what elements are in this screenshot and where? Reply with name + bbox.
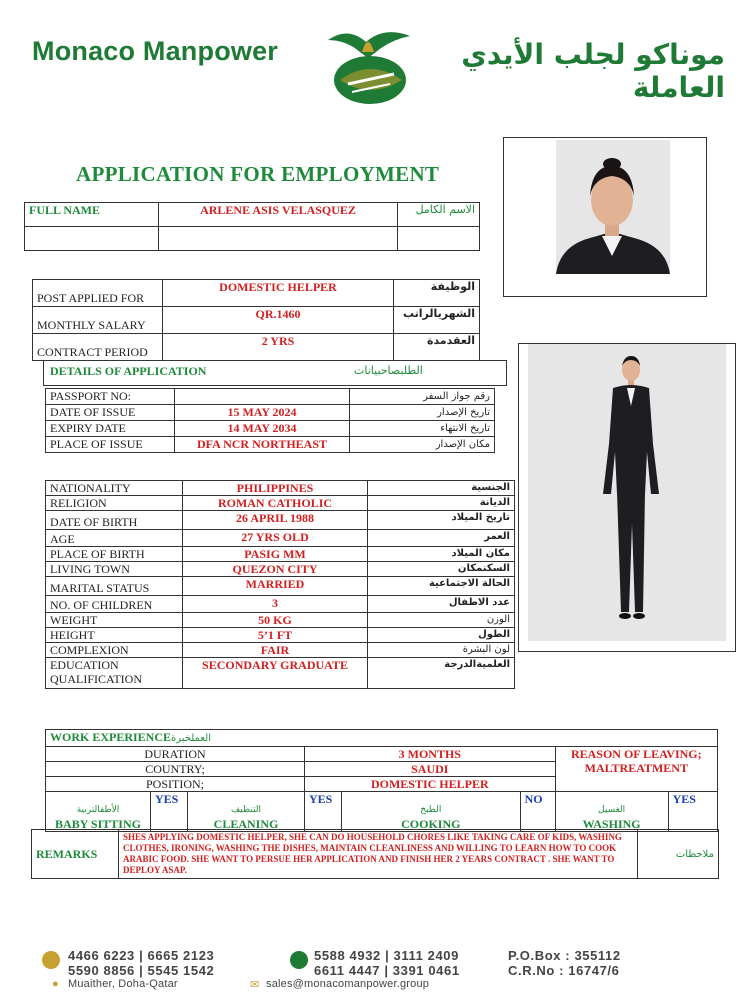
footer-email: sales@monacomanpower.group [266, 978, 430, 990]
work-header-label-ar: العملخبرة [171, 733, 211, 744]
personal-label-ar: تاريخ الميلاد [368, 511, 515, 530]
passport-label: PASSPORT NO: [46, 389, 175, 405]
post-label-ar: العقدمدة [394, 334, 480, 361]
personal-value: 26 APRIL 1988 [183, 511, 368, 530]
footer-phones-2: 5590 8856 | 5545 1542 [68, 963, 215, 978]
skill-cell [342, 792, 521, 832]
skill-cell [188, 792, 305, 832]
personal-value: PHILIPPINES [183, 481, 368, 496]
post-value: DOMESTIC HELPER [163, 280, 394, 307]
passport-row [46, 437, 495, 453]
passport-value [175, 389, 350, 405]
country-label: COUNTRY; [46, 762, 305, 777]
personal-label: WEIGHT [46, 613, 183, 628]
skill-cell [46, 792, 151, 832]
personal-label: NO. OF CHILDREN [46, 596, 183, 613]
personal-label: AGE [46, 530, 183, 547]
portrait-photo [503, 137, 707, 297]
personal-label-ar: الديانة [368, 496, 515, 511]
remarks-text: SHES APPLYING DOMESTIC HELPER, SHE CAN DO HOUSEHOLD CHORES LIKE TAKING CARE OF KIDS, WASHING CLOTHES, IRONING, WASHING THE DISHES, MAINTAIN CLEANLINESS AND WILLING TO LEARN HOW TO COOK ARABIC FOOD. SHE WANT TO PERSUE HER APPLICATION AND FINISH HER 2 YEARS CONTRACT . SHE WANT TO DEPLOY ASAP. [119, 830, 638, 879]
personal-value: QUEZON CITY [183, 562, 368, 577]
personal-label: EDUCATION QUALIFICATION [46, 658, 183, 689]
personal-row [46, 628, 515, 643]
phone-icon [42, 951, 60, 969]
personal-value: ROMAN CATHOLIC [183, 496, 368, 511]
personal-value: PASIG MM [183, 547, 368, 562]
personal-label-ar: مكان الميلاد [368, 547, 515, 562]
brand-name: Monaco Manpower [32, 36, 279, 66]
personal-label: PLACE OF BIRTH [46, 547, 183, 562]
post-label: MONTHLY SALARY [33, 307, 163, 334]
country-value: SAUDI [305, 762, 556, 777]
personal-label: COMPLEXION [46, 643, 183, 658]
personal-value: 50 KG [183, 613, 368, 628]
personal-value: 3 [183, 596, 368, 613]
personal-label-ar: العلميةالدرجة [368, 658, 515, 689]
reason-label: REASON OF LEAVING; [570, 747, 702, 761]
passport-label: PLACE OF ISSUE [46, 437, 175, 453]
personal-value: 5’1 FT [183, 628, 368, 643]
email-icon: ✉ [250, 979, 260, 991]
skill-answer-text: NO [524, 792, 543, 806]
personal-row [46, 613, 515, 628]
skill-label-ar: الطبخ [420, 805, 442, 815]
page-title: APPLICATION FOR EMPLOYMENT [76, 162, 440, 186]
remarks-label-ar: ملاحظات [638, 830, 719, 879]
passport-table [45, 388, 495, 453]
skill-answer [668, 792, 717, 832]
remarks-table [31, 829, 719, 879]
skill-label: CLEANING [213, 817, 279, 831]
full-name-value: ARLENE ASIS VELASQUEZ [159, 203, 398, 227]
personal-label: RELIGION [46, 496, 183, 511]
skill-answer [305, 792, 342, 832]
skill-answer-text: YES [309, 792, 333, 806]
personal-value: MARRIED [183, 577, 368, 596]
post-row [33, 307, 480, 334]
post-table [32, 279, 480, 361]
passport-label-ar: رقم جواز السفر [350, 389, 495, 405]
work-table [45, 729, 718, 832]
duration-label: DURATION [46, 747, 305, 762]
location-icon: ● [52, 978, 59, 990]
personal-row [46, 643, 515, 658]
personal-row [46, 530, 515, 547]
personal-label-ar: الجنسية [368, 481, 515, 496]
personal-row [46, 577, 515, 596]
personal-row [46, 511, 515, 530]
personal-label-ar: عدد الاطفال [368, 596, 515, 613]
personal-label: LIVING TOWN [46, 562, 183, 577]
personal-row [46, 496, 515, 511]
portrait-image [504, 138, 706, 296]
personal-label: HEIGHT [46, 628, 183, 643]
post-value: QR.1460 [163, 307, 394, 334]
full-name-label-ar: الاسم الكامل [398, 203, 480, 227]
details-label: DETAILS OF APPLICATION [50, 364, 207, 378]
post-label-ar: الشهريالراتب [394, 307, 480, 334]
footer-phones-4: 6611 4447 | 3391 0461 [314, 963, 460, 978]
passport-row [46, 421, 495, 437]
personal-label: DATE OF BIRTH [46, 511, 183, 530]
skill-answer [151, 792, 188, 832]
skill-cell [555, 792, 668, 832]
footer-phones-1: 4466 6223 | 6665 2123 [68, 948, 215, 963]
reason-value: MALTREATMENT [584, 761, 688, 775]
footer-location: Muaither, Doha-Qatar [68, 978, 178, 990]
full-body-photo [518, 343, 736, 652]
footer-phones-3: 5588 4932 | 3111 2409 [314, 948, 459, 963]
passport-value: 15 MAY 2024 [175, 405, 350, 421]
personal-value: SECONDARY GRADUATE [183, 658, 368, 689]
footer [0, 925, 752, 992]
passport-value: 14 MAY 2034 [175, 421, 350, 437]
empty-cell [398, 227, 480, 251]
personal-label-ar: لون البشرة [368, 643, 515, 658]
position-label: POSITION; [46, 777, 305, 792]
footer-pobox: P.O.Box : 355112 [508, 948, 621, 963]
personal-label: MARITAL STATUS [46, 577, 183, 596]
position-value: DOMESTIC HELPER [305, 777, 556, 792]
empty-cell [25, 227, 159, 251]
personal-label-ar: الطول [368, 628, 515, 643]
personal-row [46, 481, 515, 496]
personal-label: NATIONALITY [46, 481, 183, 496]
remarks-label: REMARKS [32, 830, 119, 879]
empty-cell [159, 227, 398, 251]
personal-value: FAIR [183, 643, 368, 658]
personal-label-ar: السكنمكان [368, 562, 515, 577]
personal-value: 27 YRS OLD [183, 530, 368, 547]
details-label-ar: الطلبصاحبيانات [354, 364, 423, 377]
full-body-image [519, 344, 735, 651]
personal-row [46, 658, 515, 689]
passport-row [46, 389, 495, 405]
skill-answer-text: YES [155, 792, 179, 806]
mobile-icon [290, 951, 308, 969]
work-header [46, 730, 718, 747]
skill-label: COOKING [401, 817, 461, 831]
passport-label: DATE OF ISSUE [46, 405, 175, 421]
full-name-table [24, 202, 480, 251]
footer-crno: C.R.No : 16747/6 [508, 963, 620, 978]
passport-label-ar: مكان الإصدار [350, 437, 495, 453]
post-row [33, 334, 480, 361]
skill-answer [520, 792, 555, 832]
skill-answer-text: YES [672, 792, 696, 806]
reason-of-leaving [555, 747, 717, 792]
personal-row [46, 547, 515, 562]
post-label: CONTRACT PERIOD [33, 334, 163, 361]
passport-row [46, 405, 495, 421]
passport-label-ar: تاريخ الإصدار [350, 405, 495, 421]
passport-label: EXPIRY DATE [46, 421, 175, 437]
post-value: 2 YRS [163, 334, 394, 361]
brand-name-arabic: موناكو لجلب الأيدي العاملة [461, 38, 725, 104]
personal-label-ar: الحالة الاجتماعية [368, 577, 515, 596]
post-row [33, 280, 480, 307]
work-header-label: WORK EXPERIENCE [50, 730, 172, 744]
passport-label-ar: تاريخ الانتهاء [350, 421, 495, 437]
post-label-ar: الوظيفة [394, 280, 480, 307]
passport-value: DFA NCR NORTHEAST [175, 437, 350, 453]
skill-label-ar: الأطفالتربية [76, 805, 120, 815]
duration-value: 3 MONTHS [305, 747, 556, 762]
skill-label: WASHING [582, 817, 641, 831]
details-header [43, 360, 507, 386]
personal-label-ar: الوزن [368, 613, 515, 628]
post-label: POST APPLIED FOR [33, 280, 163, 307]
full-name-label: FULL NAME [25, 203, 159, 227]
personal-table [45, 480, 515, 689]
personal-row [46, 562, 515, 577]
company-logo [318, 22, 418, 108]
personal-row [46, 596, 515, 613]
personal-label-ar: العمر [368, 530, 515, 547]
skill-label: BABY SITTING [55, 817, 141, 831]
skill-label-ar: الغسيل [598, 805, 626, 815]
skill-label-ar: التنظيف [230, 805, 262, 815]
